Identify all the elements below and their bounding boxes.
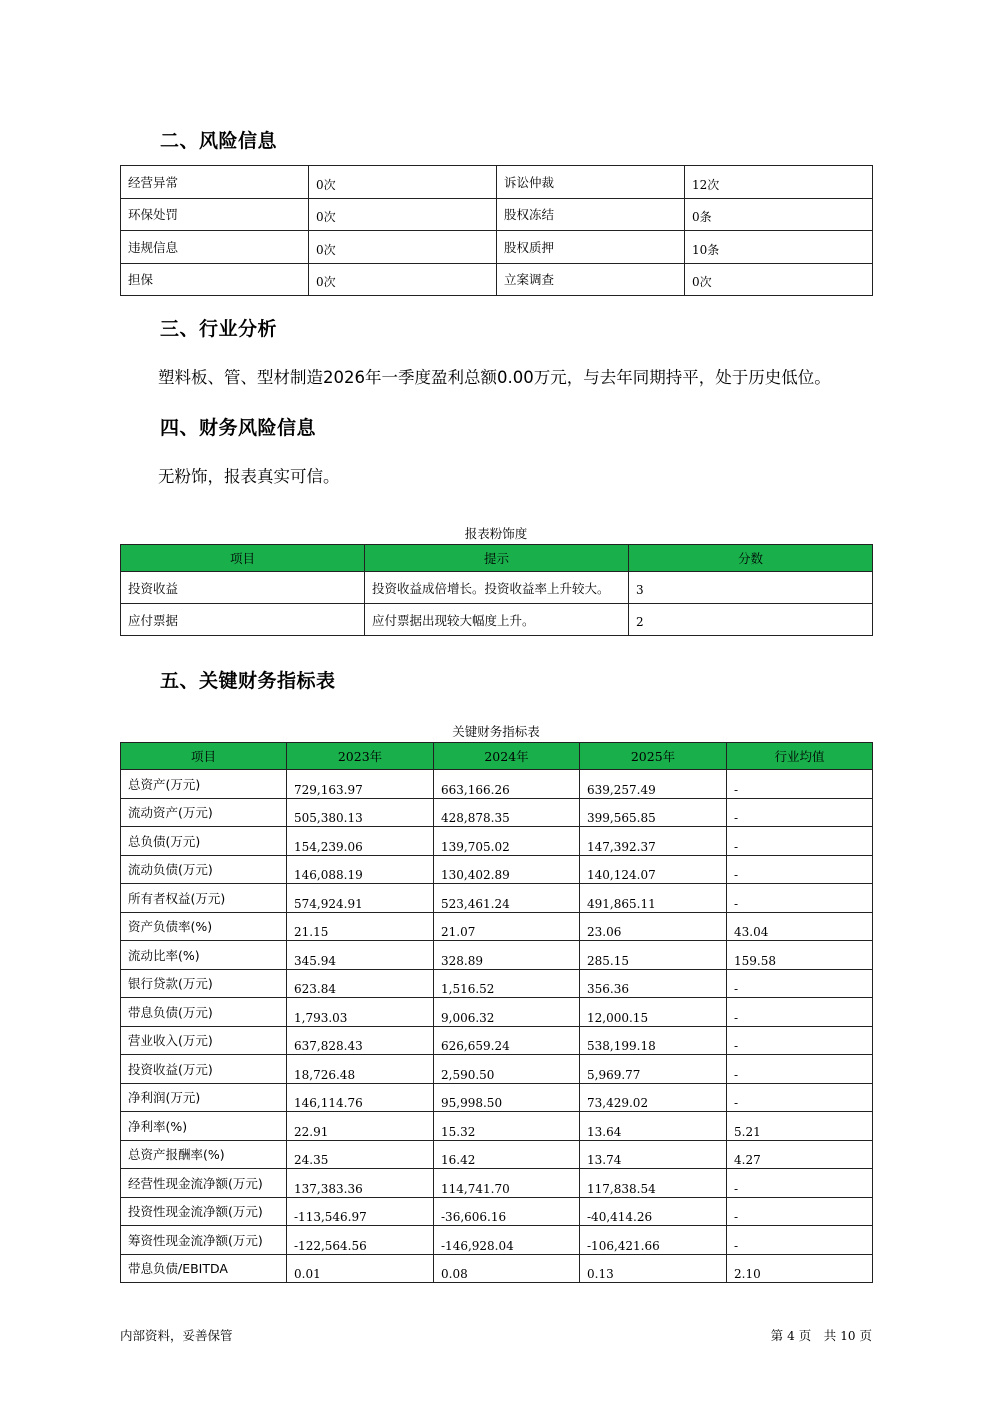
indicator-name-cell: 所有者权益(万元) <box>121 884 287 913</box>
indicator-value-cell: 663,166.26 <box>434 770 580 799</box>
indicator-name-cell: 筹资性现金流净额(万元) <box>121 1226 287 1255</box>
risk-label-cell: 诉讼仲裁 <box>497 166 685 199</box>
total-pages: 10 <box>840 1329 856 1343</box>
indicator-value-cell: 1,793.03 <box>287 998 434 1027</box>
indicator-value-cell: 345.94 <box>287 941 434 970</box>
risk-value-cell: 0次 <box>685 263 873 296</box>
indicator-value-cell: - <box>727 1197 873 1226</box>
key-table-caption: 关键财务指标表 <box>452 724 540 739</box>
table-row <box>121 1083 873 1112</box>
risk-value-cell: 0次 <box>309 231 497 264</box>
indicator-value-cell: 0.08 <box>434 1254 580 1283</box>
indicator-name-cell: 总资产报酬率(%) <box>121 1140 287 1169</box>
table-row <box>121 263 873 296</box>
indicator-value-cell: 140,124.07 <box>580 855 727 884</box>
indicator-value-cell: 16.42 <box>434 1140 580 1169</box>
table-row <box>121 941 873 970</box>
table-row <box>121 1112 873 1141</box>
indicator-value-cell: 73,429.02 <box>580 1083 727 1112</box>
indicator-value-cell: 626,659.24 <box>434 1026 580 1055</box>
financial-risk-text: 无粉饰，报表真实可信。 <box>158 467 340 486</box>
indicator-name-cell: 带息负债/EBITDA <box>121 1254 287 1283</box>
hint-cell: 投资收益成倍增长。投资收益率上升较大。 <box>365 572 629 604</box>
industry-section-title: 三、行业分析 <box>160 318 278 340</box>
indicator-name-cell: 总资产(万元) <box>121 770 287 799</box>
indicator-value-cell: 146,114.76 <box>287 1083 434 1112</box>
indicator-value-cell: 130,402.89 <box>434 855 580 884</box>
risk-label-cell: 立案调查 <box>497 263 685 296</box>
risk-table <box>120 165 873 296</box>
indicator-value-cell: 23.06 <box>580 912 727 941</box>
indicator-value-cell: 18,726.48 <box>287 1055 434 1084</box>
current-page: 4 <box>787 1329 795 1343</box>
indicator-value-cell: - <box>727 1083 873 1112</box>
dressing-table <box>120 544 873 636</box>
table-row <box>121 969 873 998</box>
indicator-value-cell: 13.64 <box>580 1112 727 1141</box>
indicator-value-cell: 356.36 <box>580 969 727 998</box>
table-row <box>121 998 873 1027</box>
indicator-value-cell: 13.74 <box>580 1140 727 1169</box>
table-row <box>121 1254 873 1283</box>
indicator-value-cell: - <box>727 770 873 799</box>
column-header: 行业均值 <box>727 743 873 770</box>
table-row <box>121 884 873 913</box>
indicator-value-cell: 285.15 <box>580 941 727 970</box>
indicator-name-cell: 流动比率(%) <box>121 941 287 970</box>
indicator-value-cell: - <box>727 1026 873 1055</box>
indicator-value-cell: -40,414.26 <box>580 1197 727 1226</box>
indicator-name-cell: 投资性现金流净额(万元) <box>121 1197 287 1226</box>
table-row <box>121 604 873 636</box>
indicator-value-cell: 4.27 <box>727 1140 873 1169</box>
table-row <box>121 1197 873 1226</box>
indicator-value-cell: 2.10 <box>727 1254 873 1283</box>
indicator-value-cell: -36,606.16 <box>434 1197 580 1226</box>
indicator-value-cell: 0.01 <box>287 1254 434 1283</box>
indicator-value-cell: - <box>727 827 873 856</box>
indicator-name-cell: 营业收入(万元) <box>121 1026 287 1055</box>
column-header: 2024年 <box>434 743 580 770</box>
indicator-value-cell: 137,383.36 <box>287 1169 434 1198</box>
indicator-value-cell: 95,998.50 <box>434 1083 580 1112</box>
indicator-value-cell: 574,924.91 <box>287 884 434 913</box>
indicator-value-cell: 24.35 <box>287 1140 434 1169</box>
key-financial-table <box>120 742 873 1283</box>
indicator-name-cell: 流动负债(万元) <box>121 855 287 884</box>
footer-confidential: 内部资料，妥善保管 <box>120 1328 233 1343</box>
table-row <box>121 1169 873 1198</box>
indicator-name-cell: 银行贷款(万元) <box>121 969 287 998</box>
risk-value-cell: 0次 <box>309 166 497 199</box>
indicator-value-cell: -122,564.56 <box>287 1226 434 1255</box>
indicator-value-cell: - <box>727 1055 873 1084</box>
indicator-value-cell: 505,380.13 <box>287 798 434 827</box>
column-header: 项目 <box>121 743 287 770</box>
indicator-name-cell: 净利率(%) <box>121 1112 287 1141</box>
risk-label-cell: 经营异常 <box>121 166 309 199</box>
indicator-value-cell: 9,006.32 <box>434 998 580 1027</box>
indicator-value-cell: - <box>727 798 873 827</box>
table-row <box>121 1140 873 1169</box>
indicator-value-cell: 328.89 <box>434 941 580 970</box>
indicator-value-cell: 159.58 <box>727 941 873 970</box>
risk-value-cell: 12次 <box>685 166 873 199</box>
indicator-name-cell: 净利润(万元) <box>121 1083 287 1112</box>
indicator-value-cell: -106,421.66 <box>580 1226 727 1255</box>
column-header: 2023年 <box>287 743 434 770</box>
indicator-value-cell: - <box>727 969 873 998</box>
indicator-value-cell: 623.84 <box>287 969 434 998</box>
column-header: 分数 <box>629 545 873 572</box>
indicator-value-cell: 147,392.37 <box>580 827 727 856</box>
indicator-value-cell: 399,565.85 <box>580 798 727 827</box>
indicator-value-cell: - <box>727 1169 873 1198</box>
table-row <box>121 912 873 941</box>
indicator-name-cell: 流动资产(万元) <box>121 798 287 827</box>
item-cell: 应付票据 <box>121 604 365 636</box>
hint-cell: 应付票据出现较大幅度上升。 <box>365 604 629 636</box>
indicator-value-cell: 538,199.18 <box>580 1026 727 1055</box>
footer-page-number <box>771 1326 872 1344</box>
indicator-value-cell: 12,000.15 <box>580 998 727 1027</box>
industry-analysis-text: 塑料板、管、型材制造2026年一季度盈利总额0.00万元，与去年同期持平，处于历史低位。 <box>158 368 831 387</box>
indicator-value-cell: - <box>727 884 873 913</box>
indicator-value-cell: 491,865.11 <box>580 884 727 913</box>
indicator-name-cell: 带息负债(万元) <box>121 998 287 1027</box>
score-cell: 2 <box>629 604 873 636</box>
indicator-value-cell: - <box>727 998 873 1027</box>
indicator-value-cell: 729,163.97 <box>287 770 434 799</box>
column-header: 项目 <box>121 545 365 572</box>
risk-value-cell: 0次 <box>309 263 497 296</box>
table-row <box>121 166 873 199</box>
table-row <box>121 855 873 884</box>
indicator-value-cell: 428,878.35 <box>434 798 580 827</box>
column-header: 提示 <box>365 545 629 572</box>
indicator-value-cell: 139,705.02 <box>434 827 580 856</box>
risk-value-cell: 10条 <box>685 231 873 264</box>
indicator-value-cell: 43.04 <box>727 912 873 941</box>
indicator-value-cell: 5.21 <box>727 1112 873 1141</box>
indicator-name-cell: 经营性现金流净额(万元) <box>121 1169 287 1198</box>
indicator-name-cell: 投资收益(万元) <box>121 1055 287 1084</box>
risk-label-cell: 股权质押 <box>497 231 685 264</box>
risk-label-cell: 股权冻结 <box>497 198 685 231</box>
risk-value-cell: 0条 <box>685 198 873 231</box>
indicator-name-cell: 资产负债率(%) <box>121 912 287 941</box>
indicator-value-cell: 639,257.49 <box>580 770 727 799</box>
indicator-value-cell: 114,741.70 <box>434 1169 580 1198</box>
indicator-value-cell: 117,838.54 <box>580 1169 727 1198</box>
indicator-value-cell: 15.32 <box>434 1112 580 1141</box>
indicator-value-cell: 1,516.52 <box>434 969 580 998</box>
risk-value-cell: 0次 <box>309 198 497 231</box>
table-row <box>121 827 873 856</box>
table-row <box>121 198 873 231</box>
table-row <box>121 770 873 799</box>
column-header: 2025年 <box>580 743 727 770</box>
table-row <box>121 572 873 604</box>
key-indicators-section-title: 五、关键财务指标表 <box>160 670 336 692</box>
risk-label-cell: 违规信息 <box>121 231 309 264</box>
indicator-value-cell: 5,969.77 <box>580 1055 727 1084</box>
indicator-value-cell: 154,239.06 <box>287 827 434 856</box>
table-row <box>121 798 873 827</box>
page-suffix: 页 <box>859 1328 872 1343</box>
indicator-value-cell: 21.07 <box>434 912 580 941</box>
table-row <box>121 1226 873 1255</box>
indicator-value-cell: - <box>727 1226 873 1255</box>
indicator-value-cell: 2,590.50 <box>434 1055 580 1084</box>
page-prefix: 第 <box>770 1328 784 1343</box>
financial-risk-section-title: 四、财务风险信息 <box>160 417 317 439</box>
indicator-value-cell: 146,088.19 <box>287 855 434 884</box>
dressing-table-caption: 报表粉饰度 <box>464 526 528 541</box>
indicator-name-cell: 总负债(万元) <box>121 827 287 856</box>
indicator-value-cell: 523,461.24 <box>434 884 580 913</box>
table-row <box>121 231 873 264</box>
item-cell: 投资收益 <box>121 572 365 604</box>
indicator-value-cell: 21.15 <box>287 912 434 941</box>
page-mid: 页 共 <box>798 1328 837 1343</box>
indicator-value-cell: 637,828.43 <box>287 1026 434 1055</box>
risk-section-title: 二、风险信息 <box>160 130 278 152</box>
risk-label-cell: 担保 <box>121 263 309 296</box>
table-row <box>121 1026 873 1055</box>
table-row <box>121 1055 873 1084</box>
indicator-value-cell: - <box>727 855 873 884</box>
indicator-value-cell: 22.91 <box>287 1112 434 1141</box>
indicator-value-cell: 0.13 <box>580 1254 727 1283</box>
risk-label-cell: 环保处罚 <box>121 198 309 231</box>
indicator-value-cell: -113,546.97 <box>287 1197 434 1226</box>
score-cell: 3 <box>629 572 873 604</box>
indicator-value-cell: -146,928.04 <box>434 1226 580 1255</box>
